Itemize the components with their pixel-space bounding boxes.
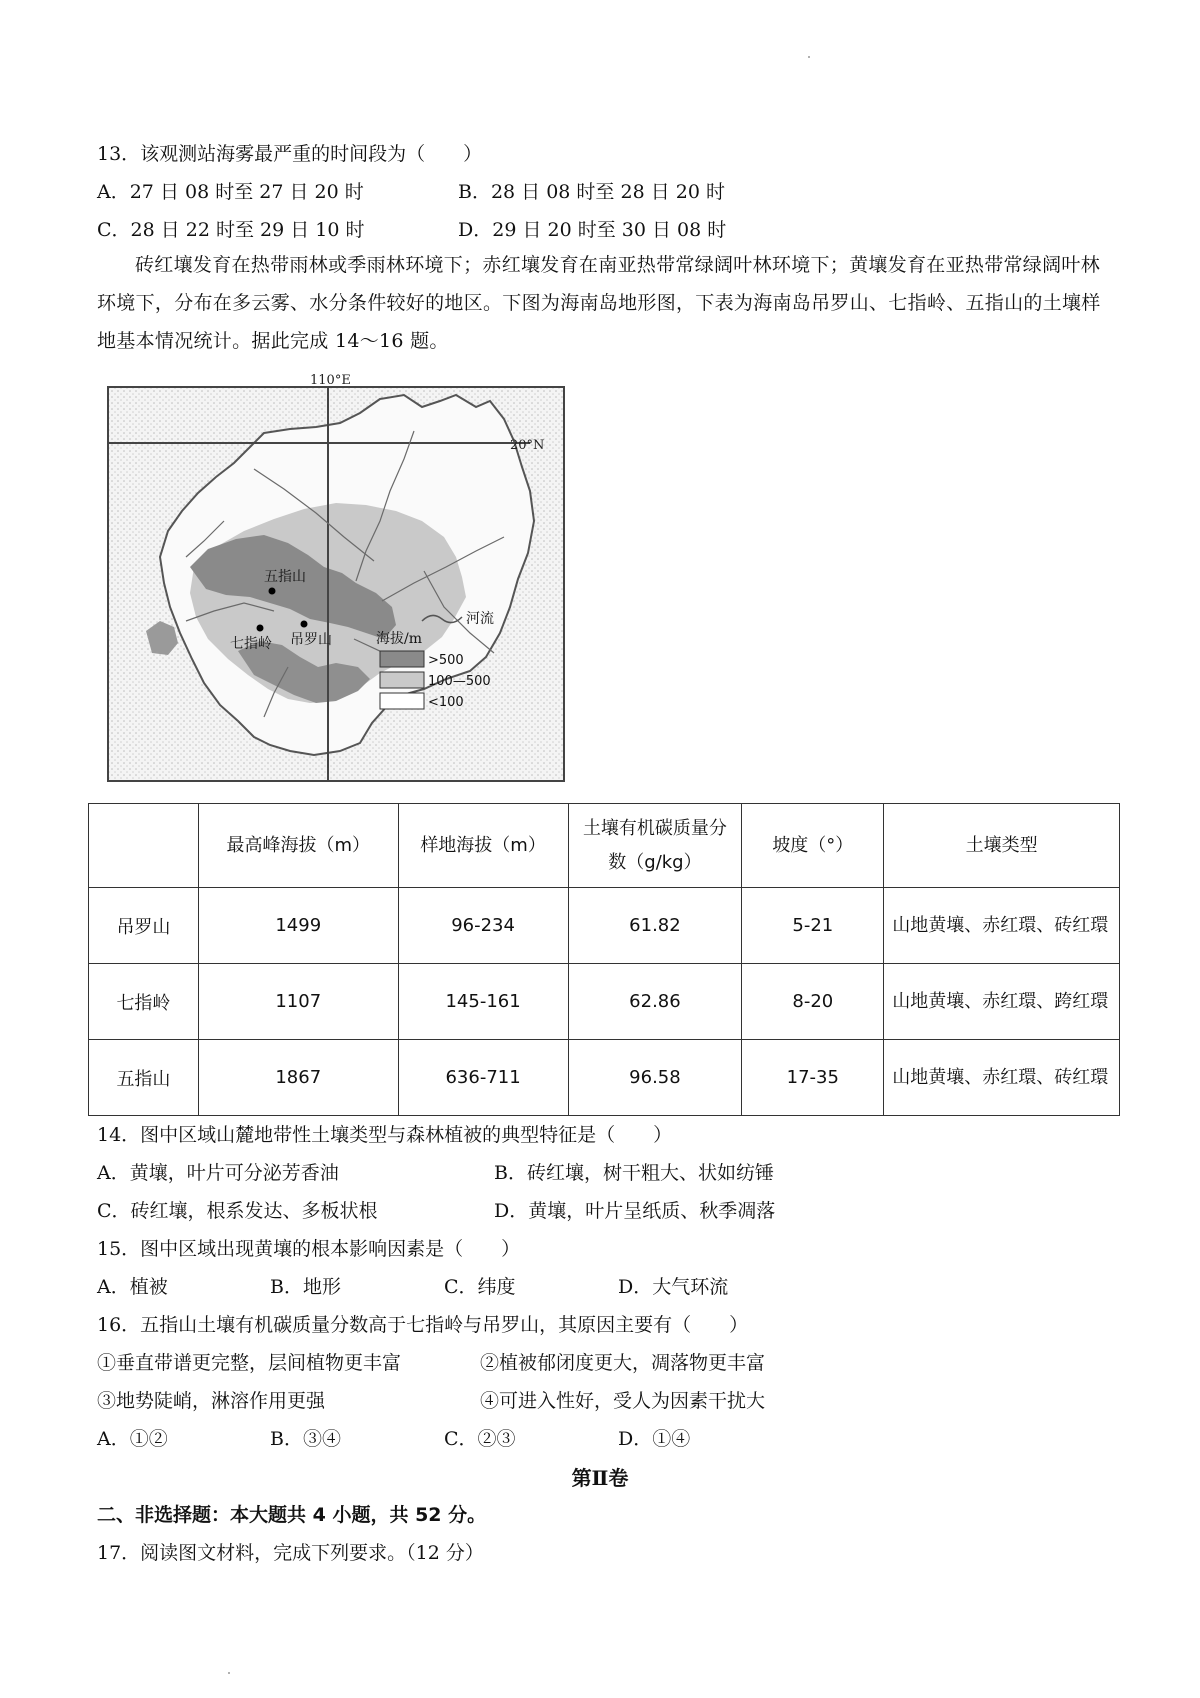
- table-cell: 吊罗山: [89, 888, 199, 964]
- table-row: [89, 1040, 1120, 1116]
- table-header-row: [89, 804, 1120, 888]
- table-cell: 62.86: [568, 964, 742, 1040]
- q15-stem: 15．图中区域出现黄壤的根本影响因素是（ ）: [97, 1238, 521, 1260]
- q16-item-2: ②植被郁闭度更大，凋落物更丰富: [480, 1352, 766, 1374]
- table-header-slope: 坡度（°）: [742, 804, 884, 888]
- table-row: [89, 964, 1120, 1040]
- table-cell: 5-21: [742, 888, 884, 964]
- table-cell: 1499: [198, 888, 398, 964]
- table-cell: 七指岭: [89, 964, 199, 1040]
- legend-label-under-100: <100: [428, 695, 464, 710]
- q13-option-d[interactable]: D．29 日 20 时至 30 日 08 时: [458, 219, 727, 241]
- q13-stem: 13．该观测站海雾最严重的时间段为（ ）: [97, 143, 483, 165]
- q16-option-b[interactable]: B．③④: [270, 1428, 341, 1450]
- q13-option-c[interactable]: C．28 日 22 时至 29 日 10 时: [97, 219, 365, 241]
- table-cell: 17-35: [742, 1040, 884, 1116]
- table-cell: 8-20: [742, 964, 884, 1040]
- wuzhishan-peak-marker: [269, 588, 276, 595]
- table-cell: 山地黄壤、赤红環、砖红環: [884, 888, 1120, 964]
- table-cell: 145-161: [398, 964, 568, 1040]
- q16-item-1: ①垂直带谱更完整，层间植物更丰富: [97, 1352, 402, 1374]
- table-cell: 96.58: [568, 1040, 742, 1116]
- top-dot: [808, 56, 810, 58]
- legend-title: 海拔/m: [376, 631, 422, 647]
- q16-option-a[interactable]: A．①②: [97, 1428, 168, 1450]
- q13-option-a[interactable]: A．27 日 08 时至 27 日 20 时: [97, 181, 364, 203]
- bottom-dot: [228, 1672, 230, 1674]
- q16-option-d[interactable]: D．①④: [618, 1428, 691, 1450]
- q16-stem: 16．五指山土壤有机碳质量分数高于七指岭与吊罗山，其原因主要有（ ）: [97, 1314, 749, 1336]
- table-cell: 636-711: [398, 1040, 568, 1116]
- table-cell: 山地黄壤、赤红環、砖红環: [884, 1040, 1120, 1116]
- diaoluoshan-peak-marker: [301, 621, 308, 628]
- section-heading: 二、非选择题：本大题共 4 小题，共 52 分。: [97, 1504, 487, 1526]
- q15-option-b[interactable]: B．地形: [270, 1276, 341, 1298]
- passage-text: 砖红壤发育在热带雨林或季雨林环境下；赤红壤发育在南亚热带常绿阔叶林环境下；黄壤发育在亚热带常绿阔叶林环境下，分布在多云雾、水分条件较好的地区。下图为海南岛地形图，下表为海南岛吊罗山、七指岭、五指山的土壤样地基本情况统计。据此完成 14～16 题。: [97, 254, 1101, 352]
- legend-swatch-under-100: [380, 693, 424, 709]
- table-row: [89, 888, 1120, 964]
- table-cell: 96-234: [398, 888, 568, 964]
- q16-item-4: ④可进入性好，受人为因素干扰大: [480, 1390, 766, 1412]
- table-header-plot-elevation: 样地海拔（m）: [398, 804, 568, 888]
- table-header-empty: [89, 804, 199, 888]
- legend-swatch-100-500: [380, 672, 424, 688]
- hainan-terrain-map: [104, 371, 570, 785]
- legend-label-100-500: 100—500: [428, 674, 491, 689]
- table-cell: 五指山: [89, 1040, 199, 1116]
- q15-option-a[interactable]: A．植被: [97, 1276, 168, 1298]
- reading-passage: [97, 246, 1109, 360]
- table-cell: 1867: [198, 1040, 398, 1116]
- section-title: 第Ⅱ卷: [571, 1466, 629, 1490]
- table-header-organic-carbon: 土壤有机碳质量分数（g/kg）: [568, 804, 742, 888]
- qizhiling-label: 七指岭: [230, 636, 272, 652]
- q17-stem: 17．阅读图文材料，完成下列要求。（12 分）: [97, 1542, 484, 1564]
- q14-option-d[interactable]: D．黄壤，叶片呈纸质、秋季凋落: [494, 1200, 776, 1222]
- qizhiling-peak-marker: [257, 625, 264, 632]
- table-header-soil-type: 土壤类型: [884, 804, 1120, 888]
- latitude-label: 20°N: [510, 438, 545, 453]
- q16-option-c[interactable]: C．②③: [444, 1428, 516, 1450]
- q14-stem: 14．图中区域山麓地带性土壤类型与森林植被的典型特征是（ ）: [97, 1124, 673, 1146]
- q16-item-3: ③地势陡峭，淋溶作用更强: [97, 1390, 326, 1412]
- diaoluoshan-label: 吊罗山: [290, 632, 332, 648]
- table-header-peak: 最高峰海拔（m）: [198, 804, 398, 888]
- q15-option-d[interactable]: D．大气环流: [618, 1276, 729, 1298]
- q15-option-c[interactable]: C．纬度: [444, 1276, 516, 1298]
- table-cell: 1107: [198, 964, 398, 1040]
- legend-swatch-over-500: [380, 651, 424, 667]
- legend-label-over-500: >500: [428, 653, 464, 668]
- table-cell: 61.82: [568, 888, 742, 964]
- wuzhishan-label: 五指山: [264, 569, 306, 585]
- q14-option-a[interactable]: A．黄壤，叶片可分泌芳香油: [97, 1162, 339, 1184]
- river-legend-label: 河流: [466, 611, 494, 627]
- q13-option-b[interactable]: B．28 日 08 时至 28 日 20 时: [458, 181, 725, 203]
- q14-option-c[interactable]: C．砖红壤，根系发达、多板状根: [97, 1200, 378, 1222]
- q14-option-b[interactable]: B．砖红壤，树干粗大、状如纺锤: [494, 1162, 774, 1184]
- longitude-label: 110°E: [310, 373, 351, 388]
- table-cell: 山地黄壤、赤红環、跨红環: [884, 964, 1120, 1040]
- soil-plot-table: [88, 803, 1120, 1116]
